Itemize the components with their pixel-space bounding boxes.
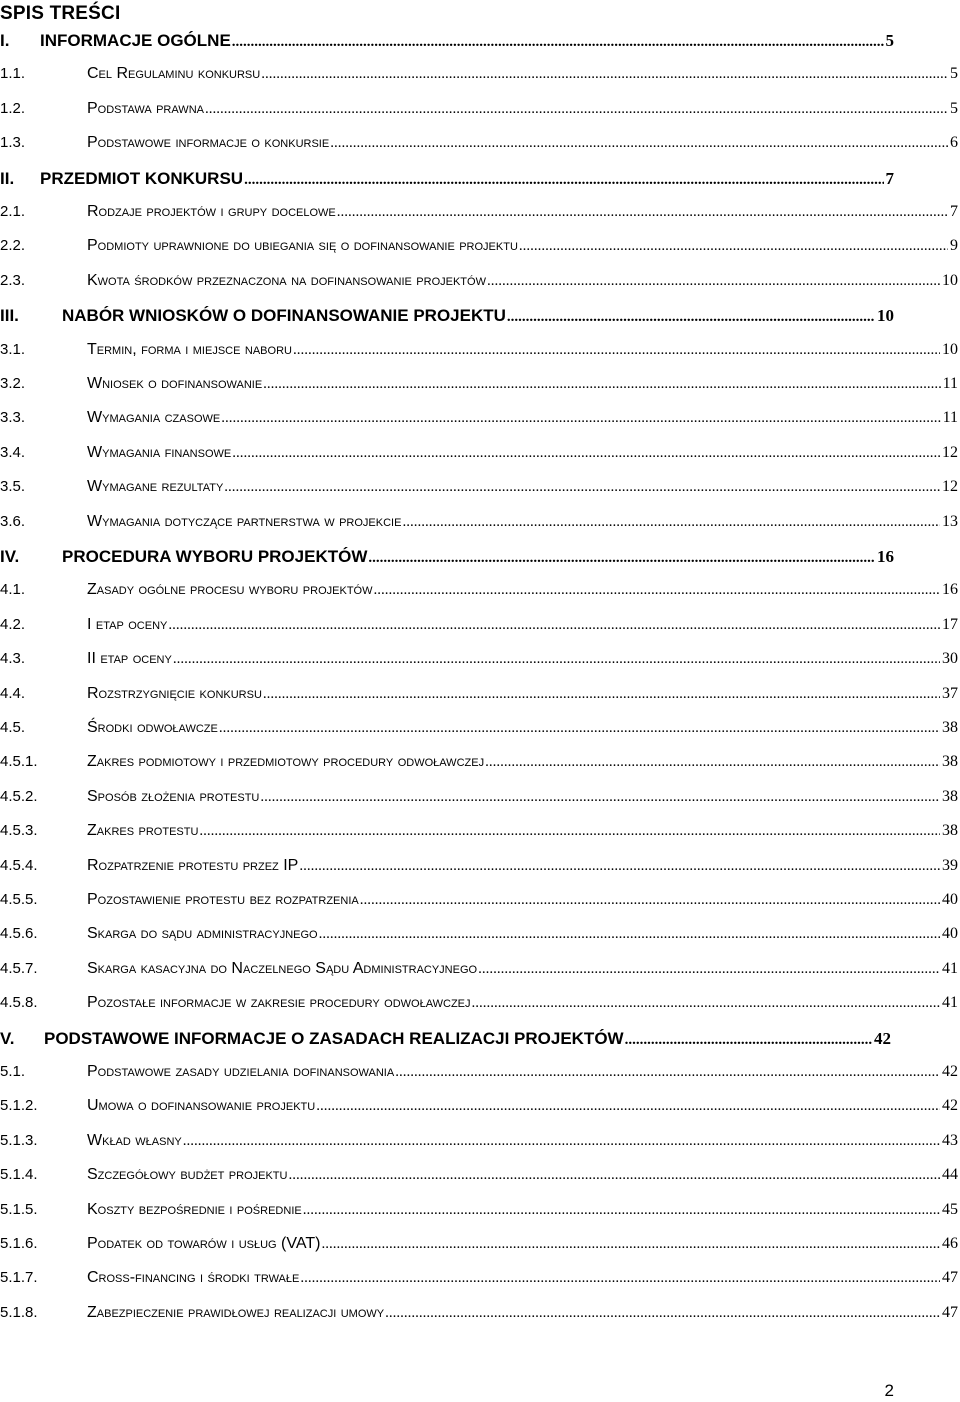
toc-leader-dots — [385, 1305, 940, 1322]
toc-entry-label: Zakres podmiotowy i przedmiotowy procedury odwoławczej — [87, 753, 485, 771]
toc-entry[interactable] — [0, 1132, 960, 1162]
toc-entry-number: 4.5. — [0, 719, 26, 736]
toc-leader-dots — [173, 651, 940, 668]
toc-entry-number: 4.5.6. — [0, 925, 38, 943]
toc-entry[interactable] — [0, 1235, 960, 1265]
toc-leader-dots — [221, 410, 940, 427]
toc-entry-number: 5.1.7. — [0, 1269, 38, 1287]
toc-entry-number: 3.6. — [0, 512, 26, 530]
toc-entry-label: PROCEDURA WYBORU PROJEKTÓW — [62, 547, 368, 566]
toc-entry-number: 5.1.2. — [0, 1097, 38, 1115]
toc-leader-dots — [395, 1064, 940, 1081]
toc-entry-page: 43 — [942, 1131, 958, 1149]
toc-entry-label: Cel Regulaminu konkursu — [87, 65, 261, 83]
toc-entry-page: 41 — [942, 994, 958, 1012]
toc-entry-label: Podatek od towarów i usług (VAT) — [87, 1235, 321, 1252]
toc-leader-dots — [299, 858, 940, 875]
toc-entry-label: Zasady ogólne procesu wyboru projektów — [87, 581, 373, 599]
toc-entry[interactable] — [0, 1269, 960, 1299]
toc-entry-label: Środki odwoławcze — [87, 719, 218, 736]
toc-entry-label: Kwota środków przeznaczona na dofinansowanie projektów — [87, 271, 486, 289]
toc-leader-dots — [519, 238, 948, 255]
toc-entry-label: Termin, forma i miejsce naboru — [87, 340, 292, 358]
toc-entry-page: 46 — [942, 1235, 958, 1252]
toc-entry[interactable] — [0, 31, 896, 61]
toc-entry-label: Zabezpieczenie prawidłowej realizacji umowy — [87, 1303, 385, 1321]
toc-leader-dots — [507, 309, 875, 326]
toc-entry[interactable] — [0, 478, 960, 508]
toc-entry-page: 38 — [942, 719, 958, 736]
toc-entry-page: 38 — [942, 822, 958, 840]
toc-entry-page: 9 — [950, 237, 958, 255]
toc-leader-dots — [330, 135, 948, 152]
toc-leader-dots — [260, 789, 940, 806]
toc-entry-number: 3.4. — [0, 443, 26, 461]
toc-leader-dots — [300, 1270, 940, 1287]
toc-entry-label: Rozpatrzenie protestu przez IP — [87, 856, 299, 874]
toc-entry-number: 5.1.3. — [0, 1131, 38, 1149]
toc-leader-dots — [261, 66, 948, 83]
toc-entry-page: 40 — [942, 925, 958, 943]
toc-leader-dots — [224, 479, 940, 496]
toc-entry-page: 47 — [942, 1269, 958, 1287]
toc-leader-dots — [263, 686, 940, 703]
toc-entry-page: 30 — [942, 650, 958, 668]
toc-leader-dots — [625, 1032, 872, 1049]
toc-entry-page: 16 — [877, 547, 894, 566]
toc-entry-number: 5.1.8. — [0, 1303, 38, 1321]
toc-entry[interactable] — [0, 719, 960, 749]
toc-entry[interactable] — [0, 1097, 960, 1127]
toc-entry[interactable] — [0, 65, 960, 95]
toc-entry-number: 3.2. — [0, 375, 26, 392]
toc-entry[interactable] — [0, 375, 960, 405]
toc-entry[interactable] — [0, 1201, 960, 1231]
toc-entry-number: 4.1. — [0, 581, 26, 599]
toc-entry-page: 45 — [942, 1200, 958, 1218]
toc-entry-number: 4.3. — [0, 650, 26, 668]
toc-leader-dots — [472, 995, 940, 1012]
toc-entry-number: I. — [0, 31, 10, 50]
toc-leader-dots — [373, 582, 940, 599]
toc-entry-number: 4.2. — [0, 615, 26, 633]
toc-entry[interactable] — [0, 547, 896, 577]
toc-leader-dots — [232, 34, 884, 51]
toc-entry-page: 10 — [942, 340, 958, 358]
toc-entry-number: III. — [0, 306, 19, 326]
toc-entry[interactable] — [0, 444, 960, 474]
toc-entry[interactable] — [0, 960, 960, 990]
toc-entry[interactable] — [0, 134, 960, 164]
toc-leader-dots — [360, 892, 940, 909]
toc-leader-dots — [303, 1202, 940, 1219]
toc-entry[interactable] — [0, 994, 960, 1024]
toc-entry-number: 4.5.3. — [0, 822, 38, 840]
toc-entry[interactable] — [0, 513, 960, 543]
toc-entry-label: Wniosek o dofinansowanie — [87, 375, 263, 392]
toc-leader-dots — [487, 273, 940, 290]
toc-leader-dots — [402, 514, 940, 531]
toc-entry-label: Rozstrzygnięcie konkursu — [87, 684, 262, 702]
toc-entry-page: 42 — [874, 1028, 891, 1048]
toc-entry-label: Wkład własny — [87, 1131, 182, 1149]
toc-entry-label: Umowa o dofinansowanie projektu — [87, 1097, 316, 1115]
toc-entry-page: 5 — [885, 31, 894, 50]
toc-leader-dots — [293, 342, 940, 359]
toc-entry[interactable] — [0, 1029, 893, 1059]
toc-entry[interactable] — [0, 237, 960, 267]
toc-entry-label: Cross-financing i środki trwałe — [87, 1269, 300, 1287]
toc-entry[interactable] — [0, 341, 960, 371]
toc-entry-label: Wymagania dotyczące partnerstwa w projekcie — [87, 512, 402, 530]
toc-leader-dots — [485, 754, 940, 771]
toc-entry-label: II etap oceny — [87, 650, 172, 668]
toc-entry-number: 2.2. — [0, 237, 26, 255]
toc-entry-number: 5.1.5. — [0, 1200, 38, 1218]
toc-entry-page: 7 — [885, 168, 894, 188]
toc-entry-label: PRZEDMIOT KONKURSU — [40, 168, 244, 188]
toc-leader-dots — [199, 823, 940, 840]
toc-entry-label: Podstawa prawna — [87, 99, 204, 117]
toc-entry-label: Podstawowe zasady udzielania dofinansowania — [87, 1063, 395, 1080]
toc-leader-dots — [288, 1167, 940, 1184]
toc-entry[interactable] — [0, 1166, 960, 1196]
toc-leader-dots — [244, 172, 883, 189]
toc-entry-page: 38 — [942, 787, 958, 805]
toc-entry-page: 11 — [942, 409, 958, 427]
toc-entry-label: Sposób złożenia protestu — [87, 787, 260, 805]
toc-entry-label: Koszty bezpośrednie i pośrednie — [87, 1200, 302, 1218]
toc-entry-label: Wymagania finansowe — [87, 443, 232, 461]
toc-entry[interactable] — [0, 788, 960, 818]
toc-entry-label: NABÓR WNIOSKÓW O DOFINANSOWANIE PROJEKTU — [62, 306, 506, 326]
toc-leader-dots — [263, 376, 940, 393]
toc-leader-dots — [232, 445, 940, 462]
toc-entry[interactable] — [0, 306, 896, 336]
toc-entry-label: Rodzaje projektów i grupy docelowe — [87, 203, 336, 220]
page-number: 2 — [884, 1381, 894, 1400]
toc-entry-page: 13 — [942, 512, 958, 530]
toc-leader-dots — [321, 1236, 940, 1253]
toc-leader-dots — [183, 1133, 940, 1150]
toc-entry-number: 5.1. — [0, 1063, 26, 1080]
toc-entry-label: Wymagania czasowe — [87, 409, 221, 427]
toc-entry-label: Szczegółowy budżet projektu — [87, 1166, 288, 1184]
toc-entry-number: 2.3. — [0, 271, 26, 289]
toc-entry-number: 4.5.8. — [0, 994, 38, 1012]
toc-leader-dots — [368, 550, 875, 567]
toc-entry[interactable] — [0, 409, 960, 439]
toc-entry-page: 10 — [942, 271, 958, 289]
toc-entry-page: 38 — [942, 753, 958, 771]
toc-entry-page: 39 — [942, 856, 958, 874]
toc-entry[interactable] — [0, 616, 960, 646]
toc-title: SPIS TREŚCI — [0, 3, 121, 24]
toc-leader-dots — [205, 101, 948, 118]
toc-entry[interactable] — [0, 272, 960, 302]
toc-entry-label: Skarga kasacyjna do Naczelnego Sądu Administracyjnego — [87, 959, 478, 977]
toc-entry-label: Zakres protestu — [87, 822, 199, 840]
toc-entry[interactable] — [0, 822, 960, 852]
toc-entry-page: 47 — [942, 1303, 958, 1321]
toc-entry-page: 5 — [950, 99, 958, 117]
toc-entry-number: 4.5.5. — [0, 891, 38, 908]
toc-entry-page: 7 — [950, 203, 958, 220]
toc-entry-number: 5.1.6. — [0, 1235, 38, 1252]
toc-entry-number: II. — [0, 168, 15, 188]
toc-entry-label: INFORMACJE OGÓLNE — [40, 31, 231, 50]
toc-entry-label: Podmioty uprawnione do ubiegania się o dofinansowanie projektu — [87, 237, 518, 255]
toc-entry-page: 44 — [942, 1166, 958, 1184]
toc-entry-label: I etap oceny — [87, 615, 168, 633]
toc-entry-page: 42 — [942, 1097, 958, 1115]
toc-entry-label: Pozostawienie protestu bez rozpatrzenia — [87, 891, 359, 908]
toc-entry-page: 41 — [942, 959, 958, 977]
toc-entry-label: Skarga do sądu administracyjnego — [87, 925, 318, 943]
toc-entry-number: 3.5. — [0, 478, 26, 496]
toc-entry-page: 37 — [942, 684, 958, 702]
toc-entry-number: 3.1. — [0, 340, 26, 358]
toc-leader-dots — [337, 204, 948, 221]
toc-entry-page: 5 — [950, 65, 958, 83]
toc-entry-number: 5.1.4. — [0, 1166, 38, 1184]
toc-entry-label: PODSTAWOWE INFORMACJE O ZASADACH REALIZACJI PROJEKTÓW — [44, 1028, 624, 1048]
toc-entry-number: 3.3. — [0, 409, 26, 427]
toc-entry-label: Podstawowe informacje o konkursie — [87, 134, 330, 152]
toc-entry-label: Pozostałe informacje w zakresie procedury odwoławczej — [87, 994, 471, 1012]
toc-entry-page: 17 — [942, 615, 958, 633]
toc-entry-label: Wymagane rezultaty — [87, 478, 224, 496]
toc-entry[interactable] — [0, 753, 960, 783]
toc-entry-number: 1.1. — [0, 65, 26, 83]
toc-entry[interactable] — [0, 925, 960, 955]
toc-entry[interactable] — [0, 581, 960, 611]
toc-entry-page: 42 — [942, 1063, 958, 1080]
toc-entry-number: 4.5.2. — [0, 787, 38, 805]
toc-leader-dots — [478, 961, 940, 978]
toc-entry-number: 4.5.4. — [0, 856, 38, 874]
toc-entry[interactable] — [0, 857, 960, 887]
toc-entry-number: 4.5.1. — [0, 753, 38, 771]
toc-entry-number: V. — [0, 1028, 15, 1048]
toc-entry[interactable] — [0, 100, 960, 130]
toc-entry-page: 16 — [942, 581, 958, 599]
toc-entry[interactable] — [0, 685, 960, 715]
toc-entry[interactable] — [0, 1063, 960, 1093]
toc-leader-dots — [219, 720, 940, 737]
toc-entry-number: 1.2. — [0, 99, 26, 117]
toc-entry-number: 4.4. — [0, 684, 26, 702]
toc-leader-dots — [316, 1098, 940, 1115]
toc-entry-number: 4.5.7. — [0, 959, 38, 977]
toc-entry-page: 11 — [942, 375, 958, 392]
toc-entry-page: 40 — [942, 891, 958, 908]
toc-entry[interactable] — [0, 650, 960, 680]
toc-leader-dots — [168, 617, 940, 634]
toc-entry-number: IV. — [0, 547, 20, 566]
toc-entry-page: 6 — [950, 134, 958, 152]
toc-entry-page: 12 — [942, 443, 958, 461]
toc-entry-page: 10 — [877, 306, 894, 326]
toc-entry-page: 12 — [942, 478, 958, 496]
toc-entry[interactable] — [0, 169, 896, 199]
toc-entry-number: 1.3. — [0, 134, 26, 152]
toc-entry[interactable] — [0, 891, 960, 921]
toc-entry[interactable] — [0, 1304, 960, 1334]
toc-entry-number: 2.1. — [0, 203, 26, 220]
toc-leader-dots — [319, 926, 940, 943]
toc-entry[interactable] — [0, 203, 960, 233]
